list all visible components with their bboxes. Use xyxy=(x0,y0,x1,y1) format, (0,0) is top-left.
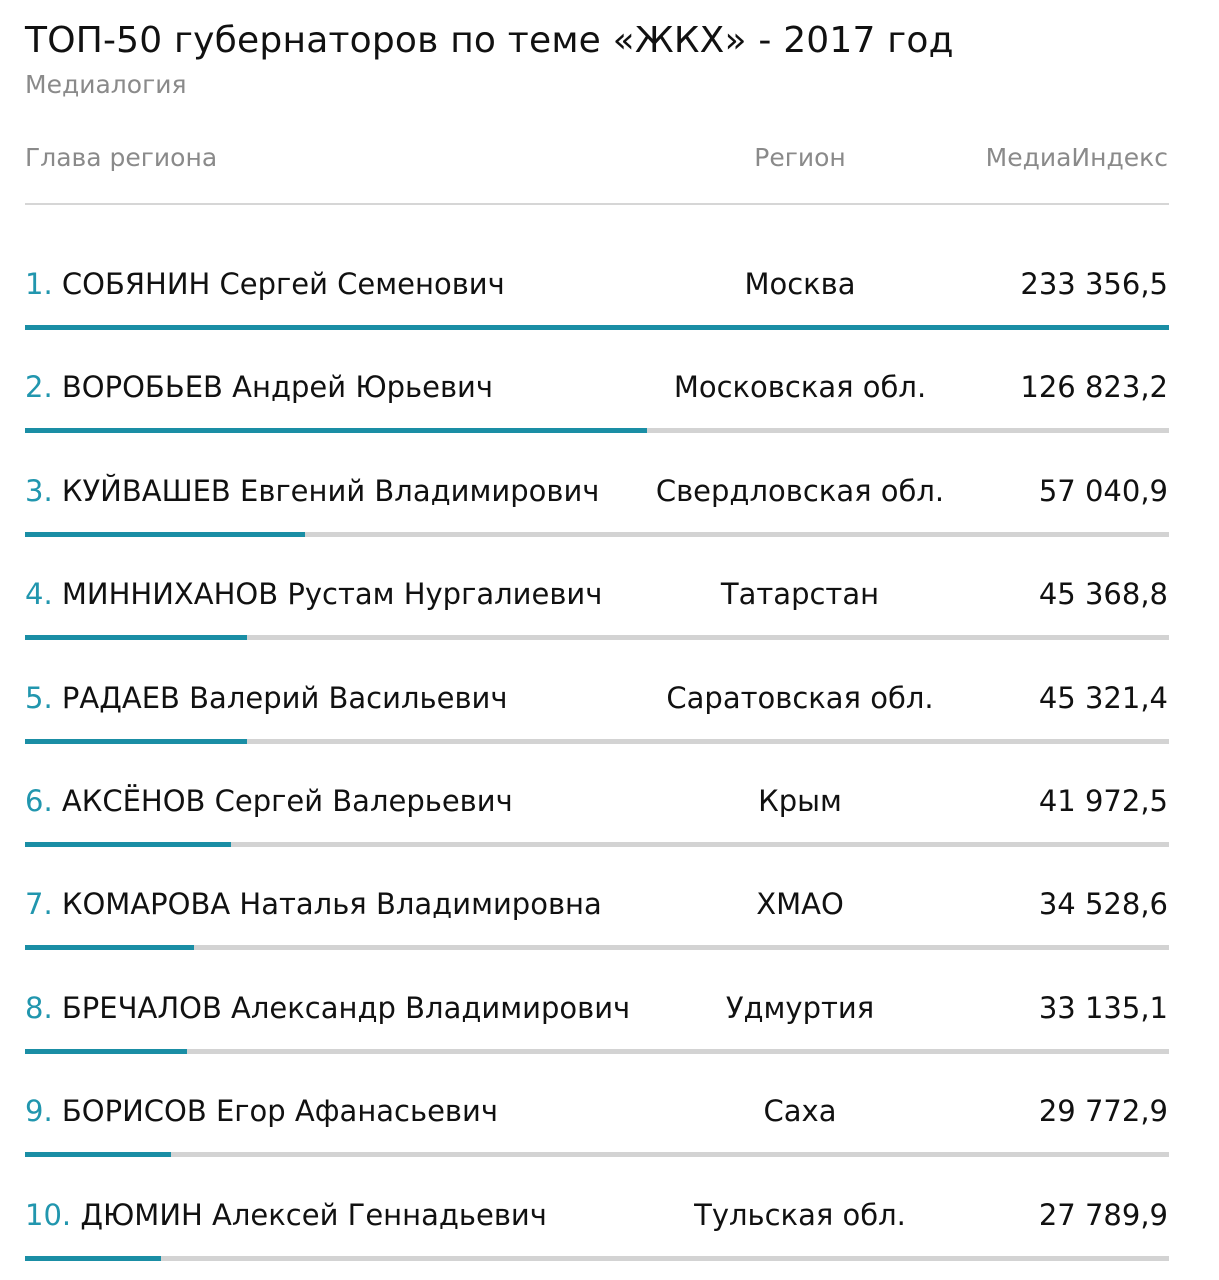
ranking-row xyxy=(0,1156,1219,1260)
ranking-row xyxy=(0,949,1219,1053)
rank-number: 8. xyxy=(25,990,53,1025)
governor-name-text: СОБЯНИН Сергей Семенович xyxy=(61,267,505,301)
region-label: ХМАО xyxy=(756,887,844,922)
governor-name xyxy=(25,784,513,818)
media-index-value: 27 789,9 xyxy=(1038,1197,1168,1232)
governor-name-text: ДЮМИН Алексей Геннадьевич xyxy=(80,1197,547,1232)
region-label: Саратовская обл. xyxy=(666,680,934,715)
governor-name-text: КОМАРОВА Наталья Владимировна xyxy=(61,887,602,922)
bar-fill xyxy=(25,1256,161,1261)
governor-name-text: РАДАЕВ Валерий Васильевич xyxy=(61,680,508,715)
ranking-row xyxy=(0,1052,1219,1156)
governor-name-text: БРЕЧАЛОВ Александр Владимирович xyxy=(61,990,631,1025)
region-label: Удмуртия xyxy=(725,990,875,1025)
ranking-row xyxy=(0,845,1219,949)
column-header-region: Регион xyxy=(754,143,846,172)
ranking-row xyxy=(0,328,1219,432)
rank-number: 3. xyxy=(25,473,53,508)
media-index-value: 57 040,9 xyxy=(1038,473,1168,508)
column-header-name: Глава региона xyxy=(25,143,218,172)
governor-name xyxy=(25,474,599,508)
ranking-row xyxy=(0,535,1219,639)
media-index-value: 29 772,9 xyxy=(1038,1094,1168,1129)
governor-name xyxy=(25,991,630,1025)
region-label: Свердловская обл. xyxy=(655,473,945,508)
region-label: Крым xyxy=(758,784,842,818)
media-index-value: 34 528,6 xyxy=(1038,887,1168,922)
rank-number: 2. xyxy=(25,370,53,405)
governor-name-text: МИННИХАНОВ Рустам Нургалиевич xyxy=(61,577,603,612)
bar-track xyxy=(25,1256,1169,1261)
media-index-value: 233 356,5 xyxy=(1020,267,1168,301)
ranking-row xyxy=(0,225,1219,329)
chart-source: Медиалогия xyxy=(25,70,187,99)
governor-name-text: АКСЁНОВ Сергей Валерьевич xyxy=(61,784,513,818)
rank-number: 6. xyxy=(25,784,53,818)
media-index-value: 45 321,4 xyxy=(1038,680,1168,715)
governor-name-text: ВОРОБЬЕВ Андрей Юрьевич xyxy=(61,370,494,405)
region-label: Тульская обл. xyxy=(694,1197,906,1232)
ranking-row xyxy=(0,639,1219,743)
ranking-row xyxy=(0,742,1219,846)
region-label: Москва xyxy=(744,267,856,301)
ranking-row xyxy=(0,432,1219,536)
media-index-value: 126 823,2 xyxy=(1020,370,1168,405)
chart-title: ТОП-50 губернаторов по теме «ЖКХ» - 2017 год xyxy=(25,20,954,61)
governor-name-text: КУЙВАШЕВ Евгений Владимирович xyxy=(61,473,600,508)
media-index-value: 41 972,5 xyxy=(1038,784,1168,818)
rank-number: 7. xyxy=(25,887,53,922)
rank-number: 4. xyxy=(25,577,53,612)
rank-number: 1. xyxy=(25,267,53,301)
governor-name xyxy=(25,887,602,921)
rank-number: 9. xyxy=(25,1094,53,1129)
media-index-value: 33 135,1 xyxy=(1038,990,1168,1025)
governor-name-text: БОРИСОВ Егор Афанасьевич xyxy=(61,1094,498,1129)
governor-name xyxy=(25,370,493,404)
governor-name xyxy=(25,267,505,301)
governor-name xyxy=(25,1094,498,1128)
rank-number: 5. xyxy=(25,680,53,715)
region-label: Татарстан xyxy=(720,577,880,612)
media-index-value: 45 368,8 xyxy=(1038,577,1168,612)
rank-number: 10. xyxy=(25,1197,72,1232)
governor-name xyxy=(25,577,602,611)
governor-name xyxy=(25,681,508,715)
region-label: Московская обл. xyxy=(673,370,927,405)
region-label: Саха xyxy=(763,1094,837,1129)
governor-name xyxy=(25,1198,547,1232)
column-header-index: МедиаИндекс xyxy=(985,143,1168,172)
